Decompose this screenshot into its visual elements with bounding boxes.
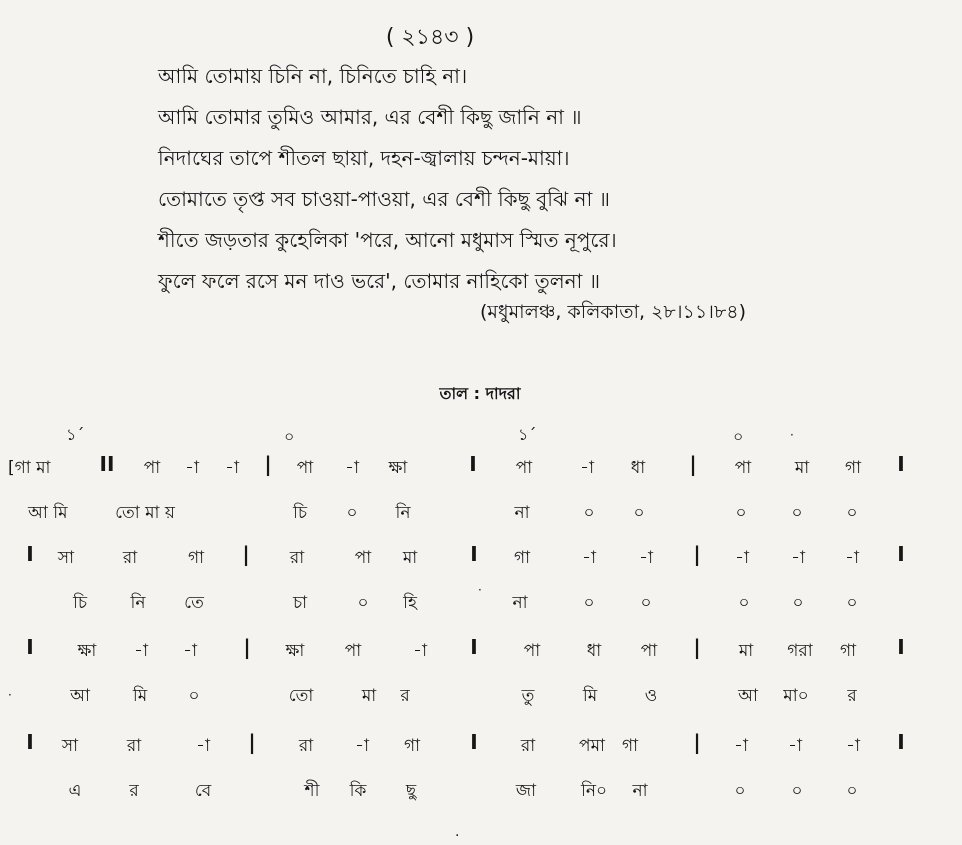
dot-mark: · — [478, 583, 482, 597]
swara-note: গা — [839, 641, 857, 661]
lyrics-block — [158, 62, 617, 308]
lyric-syllable: মা০ — [783, 686, 809, 706]
lyric-syllable: ০ — [633, 503, 645, 523]
lyric-syllable: ০ — [792, 593, 804, 613]
swara-note: -া — [183, 641, 197, 661]
lyric-syllable: ০ — [846, 781, 858, 801]
lyric-syllable: মি — [582, 686, 598, 706]
lyric-syllable: আ — [738, 686, 758, 706]
lyric-syllable: ০ — [640, 593, 652, 613]
dot-mark: · — [790, 428, 794, 442]
swara-note: রা — [289, 548, 305, 568]
lyric-syllable: ০ — [734, 781, 746, 801]
lyric-syllable: ও — [644, 686, 658, 706]
swara-note: পা — [734, 458, 752, 478]
swara-note: [গা মা — [8, 458, 51, 478]
lyric-syllable: শী — [304, 781, 320, 801]
swara-note: -া — [185, 458, 199, 478]
lyric-syllable: না — [632, 781, 648, 801]
swara-note: মা — [794, 458, 810, 478]
swara-note: -া — [735, 548, 749, 568]
lyric-syllable: ০ — [791, 781, 803, 801]
swara-note: গরা — [787, 641, 813, 661]
swara-note: মা — [738, 641, 754, 661]
lyric-syllable: ০ — [346, 503, 358, 523]
swara-note: -া — [134, 641, 148, 661]
swara-note: -া — [582, 548, 596, 568]
lyric-line: ফুলে ফলে রসে মন দাও ভরে', তোমার নাহিকো তুলনা ॥ — [158, 269, 601, 293]
swara-note: ধা — [630, 458, 646, 478]
lyric-syllable: জা — [515, 781, 537, 801]
bar-line: | — [264, 452, 272, 476]
lyric-syllable: ০ — [846, 503, 858, 523]
swara-note: রা — [122, 548, 138, 568]
bar-line: I — [470, 730, 478, 754]
bar-line: I — [26, 542, 34, 566]
bar-line: | — [248, 730, 256, 754]
bar-line: | — [689, 452, 697, 476]
swara-note: -া — [639, 548, 653, 568]
swara-note: পা — [640, 641, 658, 661]
bar-line: II — [99, 452, 115, 476]
lyric-syllable: তে — [184, 593, 204, 613]
swara-note: ক্ষা — [77, 641, 97, 661]
lyric-syllable: ০ — [583, 593, 595, 613]
lyric-syllable: র — [129, 781, 139, 801]
swara-note: -া — [355, 736, 369, 756]
lyric-syllable: নি — [130, 593, 146, 613]
bar-line: | — [243, 635, 251, 659]
lyric-syllable: তু — [521, 686, 535, 706]
swara-note: -া — [734, 736, 748, 756]
swara-note: -া — [196, 736, 210, 756]
swara-note: গা — [513, 548, 531, 568]
lyric-syllable: চা — [292, 593, 308, 613]
lyric-syllable: ০ — [357, 593, 369, 613]
swara-note: -া — [791, 548, 805, 568]
swara-note: গা — [844, 458, 862, 478]
song-number: ( ২১৪৩ ) — [385, 25, 475, 50]
beat-mark: ১´ — [66, 425, 85, 444]
beat-mark: ১´ — [518, 425, 537, 444]
lyric-syllable: হি — [403, 593, 417, 613]
source-citation: (মধুমালঞ্চ, কলিকাতা, ২৮।১১।৮৪) — [480, 301, 747, 323]
lyric-syllable: কি — [349, 781, 367, 801]
swara-note: -া — [225, 458, 239, 478]
lyric-syllable: বে — [194, 781, 212, 801]
lyric-syllable: ০ — [583, 503, 595, 523]
swara-note: -া — [845, 548, 859, 568]
bar-line: I — [897, 730, 905, 754]
swara-note: সা — [57, 548, 75, 568]
swara-note: ধা — [586, 641, 602, 661]
swara-note: পা — [296, 458, 314, 478]
swara-note: -া — [580, 458, 594, 478]
swara-note: -া — [788, 736, 802, 756]
lyric-syllable: ০ — [846, 593, 858, 613]
lyric-syllable: আ মি — [28, 503, 68, 523]
swara-note: ক্ষা — [388, 458, 408, 478]
swara-note: গা — [403, 736, 421, 756]
swara-note: ক্ষা — [285, 641, 305, 661]
lyric-syllable: ০ — [735, 503, 747, 523]
lyric-syllable: মি — [132, 686, 148, 706]
swara-note: রা — [520, 736, 536, 756]
swara-note: পা — [354, 548, 372, 568]
swara-note: পা — [143, 458, 161, 478]
beat-mark: ০ — [284, 427, 295, 446]
swara-note: পা — [515, 458, 533, 478]
lyric-syllable: আ — [70, 686, 90, 706]
swara-note: পমা — [579, 736, 605, 756]
swara-note: পা — [523, 641, 541, 661]
bar-line: I — [26, 730, 34, 754]
lyric-line: তোমাতে তৃপ্ত সব চাওয়া-পাওয়া, এর বেশী কিছু বুঝি না ॥ — [158, 187, 610, 211]
lyric-syllable: না — [514, 503, 530, 523]
lyric-syllable: ০ — [791, 503, 803, 523]
bar-line: I — [470, 542, 478, 566]
dot-mark: · — [8, 688, 12, 702]
lyric-syllable: মা — [361, 686, 377, 706]
lyric-syllable: তো — [288, 686, 314, 706]
bar-line: I — [26, 635, 34, 659]
lyric-syllable: এ — [68, 781, 82, 801]
tal-heading: তাল : দাদরা — [439, 384, 521, 403]
lyric-syllable: র — [847, 686, 857, 706]
lyric-syllable: তো মা য় — [115, 503, 175, 523]
bar-line: | — [693, 635, 701, 659]
bar-line: I — [470, 635, 478, 659]
lyric-line: শীতে জড়তার কুহেলিকা 'পরে, আনো মধুমাস স্মিত নূপুরে। — [158, 228, 617, 252]
swara-note: গা — [621, 736, 639, 756]
bar-line: | — [693, 730, 701, 754]
bar-line: | — [242, 542, 250, 566]
lyric-syllable: ছু — [405, 781, 417, 801]
lyric-syllable: চি — [72, 593, 88, 613]
swara-note: গা — [187, 548, 205, 568]
swara-note: -া — [413, 641, 427, 661]
lyric-syllable: নি০ — [580, 781, 608, 801]
swara-note: -া — [345, 458, 359, 478]
swara-note: রা — [298, 736, 314, 756]
lyric-line: আমি তোমায় চিনি না, চিনিতে চাহি না। — [158, 64, 468, 88]
lyric-syllable: না — [512, 593, 528, 613]
lyric-line: আমি তোমার তুমিও আমার, এর বেশী কিছু জানি না ॥ — [158, 105, 582, 129]
lyric-syllable: ০ — [188, 686, 200, 706]
lyric-syllable: চি — [292, 503, 308, 523]
page-edge-mark: · — [455, 828, 460, 844]
swara-note: -া — [846, 736, 860, 756]
bar-line: I — [897, 452, 905, 476]
lyric-syllable: র — [400, 686, 410, 706]
bar-line: I — [897, 635, 905, 659]
swara-note: মা — [402, 548, 418, 568]
lyric-line: নিদাঘের তাপে শীতল ছায়া, দহন-জ্বালায় চন্দন-মায়া। — [158, 146, 570, 170]
lyric-syllable: নি — [395, 503, 411, 523]
bar-line: | — [693, 542, 701, 566]
bar-line: I — [897, 542, 905, 566]
beat-mark: ০ — [733, 427, 744, 446]
swara-note: পা — [344, 641, 362, 661]
swara-note: সা — [61, 736, 79, 756]
lyric-syllable: ০ — [738, 593, 750, 613]
swara-note: রা — [126, 736, 142, 756]
bar-line: I — [469, 452, 477, 476]
